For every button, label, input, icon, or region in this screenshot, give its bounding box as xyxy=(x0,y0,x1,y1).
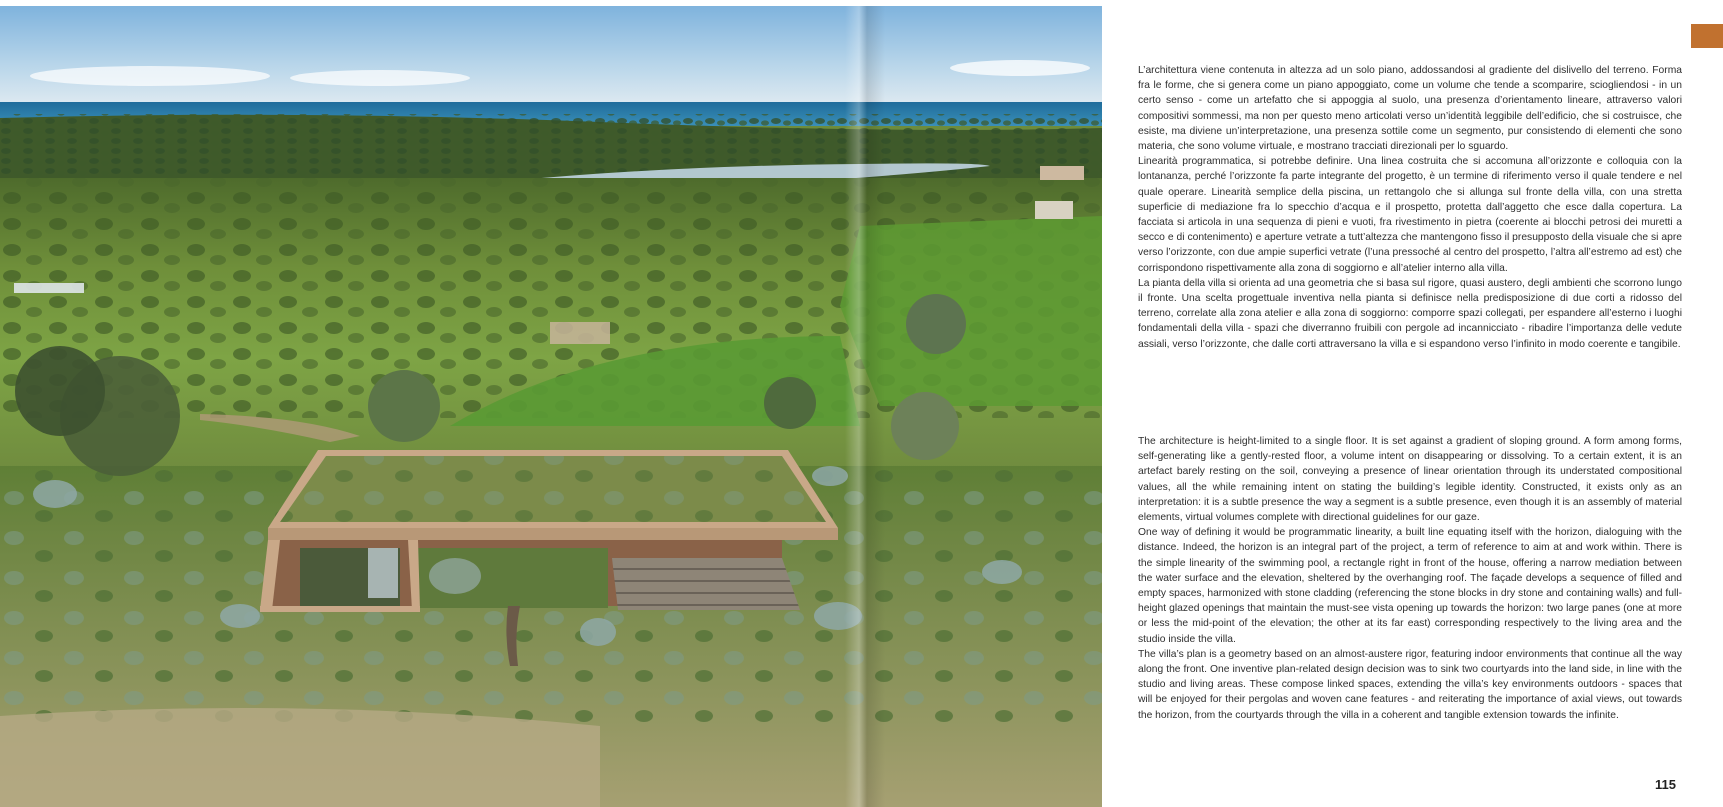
italian-paragraph: Linearità programmatica, si potrebbe definire. Una linea costruita che si accomuna all’orizzonte e colloquia con la lontananza, perché l’orizzonte fa parte integrante del progetto, è un termine di riferimento verso il quale tendere e nel quale operare. Linearità semplice della piscina, un rettangolo che si allunga sul fronte della villa, con una stretta superficie di mediazione fra lo specchio d’acqua e il prospetto, protetta dall’aggetto che esce dalla copertura. La facciata si articola in una sequenza di pieni e vuoti, fra rivestimento in pietra (coerente ai blocchi petrosi dei muretti a secco e di contenimento) e aperture vetrate a tutt’altezza che mantengono fisso il presupposto della visuale che si apre verso l’orizzonte, con due ampie superfici vetrate (l’una pressoché al centro del prospetto, l’altra all’estremo ad est) che corrispondono rispettivamente alla zona di soggiorno e all’atelier interno alla villa. xyxy=(1138,156,1682,274)
section-tab-marker xyxy=(1691,24,1723,48)
page-gutter-shadow xyxy=(845,6,885,807)
english-text-column xyxy=(1138,434,1682,723)
english-paragraph: One way of defining it would be programmatic linearity, a built line equating itself with the horizon, dialoguing with the distance. Indeed, the horizon is an integral part of the project, a term of reference to aim at and work within. There is the simple linearity of the swimming pool, a rectangle right in front of the house, offering a narrow mediation between the water surface and the elevation, sheltered by the overhanging roof. The façade develops a sequence of filled and empty spaces, harmonized with stone cladding (referencing the stone blocks in dry stone and containing walls) and full-height glazed openings that maintain the must-see vista opening up towards the horizon: two large panes (one at more or less the mid-point of the elevation; the other at its far east) corresponding respectively to the living area and the studio inside the villa. xyxy=(1138,527,1682,645)
villa-aerial-photo xyxy=(0,6,1102,807)
english-paragraph: The architecture is height-limited to a single floor. It is set against a gradient of sloping ground. A form among forms, self-generating like a gently-rested floor, a volume intent on disappearing or dissolving. To a certain extent, it is an artefact barely resting on the soil, conveying a presence of linear orientation through its understated compositional values, all the while remaining intent on stating the building’s legible identity. Constructed, it exists only as an interpretation: it is a subtle presence the way a segment is a subtle presence, even though it is an assembly of material elements, virtual volumes complete with directional guidelines for our gaze. xyxy=(1138,436,1682,524)
page-number: 115 xyxy=(1655,777,1676,792)
english-paragraph: The villa’s plan is a geometry based on an almost-austere rigor, featuring indoor environments that continue all the way along the front. One inventive plan-related design decision was to sink two courtyards into the land side, in line with the studio and living areas. These compose linked spaces, extending the villa’s key environments outdoors - spaces that will be enjoyed for their pergolas and woven cane features - and reiterating the importance of axial views, out towards the horizon, from the courtyards through the villa in a coherent and tangible extension towards the infinite. xyxy=(1138,648,1682,721)
text-page xyxy=(1102,0,1723,807)
italian-paragraph: L’architettura viene contenuta in altezza ad un solo piano, addossandosi al gradiente del dislivello del terreno. Forma fra le forme, che si genera come un piano appoggiato, come un volume che tende a scomparire, sciogliendosi - in un certo senso - come un artefatto che si appoggia al suolo, una presenza d’orientamento lineare, attraverso valori compositivi sommessi, ma non per questo meno articolati verso un’identità leggibile dell’edificio, che si costruisce, che esiste, ma diviene un’interpretazione, una presenza sottile come un segmento, pur consistendo di elementi che sono materia, che sono volume virtuale, e mostrano tracciati direzionali per lo sguardo. xyxy=(1138,65,1682,153)
italian-paragraph: La pianta della villa si orienta ad una geometria che si basa sul rigore, quasi austero, degli ambienti che scorrono lungo il fronte. Una scelta progettuale inventiva nella pianta si definisce nella predisposizione di due corti a ridosso del terreno, correlate alla zona atelier e alla zona di soggiorno: comporre spazi collegati, per espandere all’esterno i luoghi fondamentali della villa - spazi che diverranno fruibili con pergole ad incannicciato - ribadire l’importanza delle vedute assiali, verso l’orizzonte, che dalle corti attraversano la villa e si espandono verso l’infinito in modo coerente e tangibile. xyxy=(1138,277,1682,350)
italian-text-column xyxy=(1138,63,1682,352)
